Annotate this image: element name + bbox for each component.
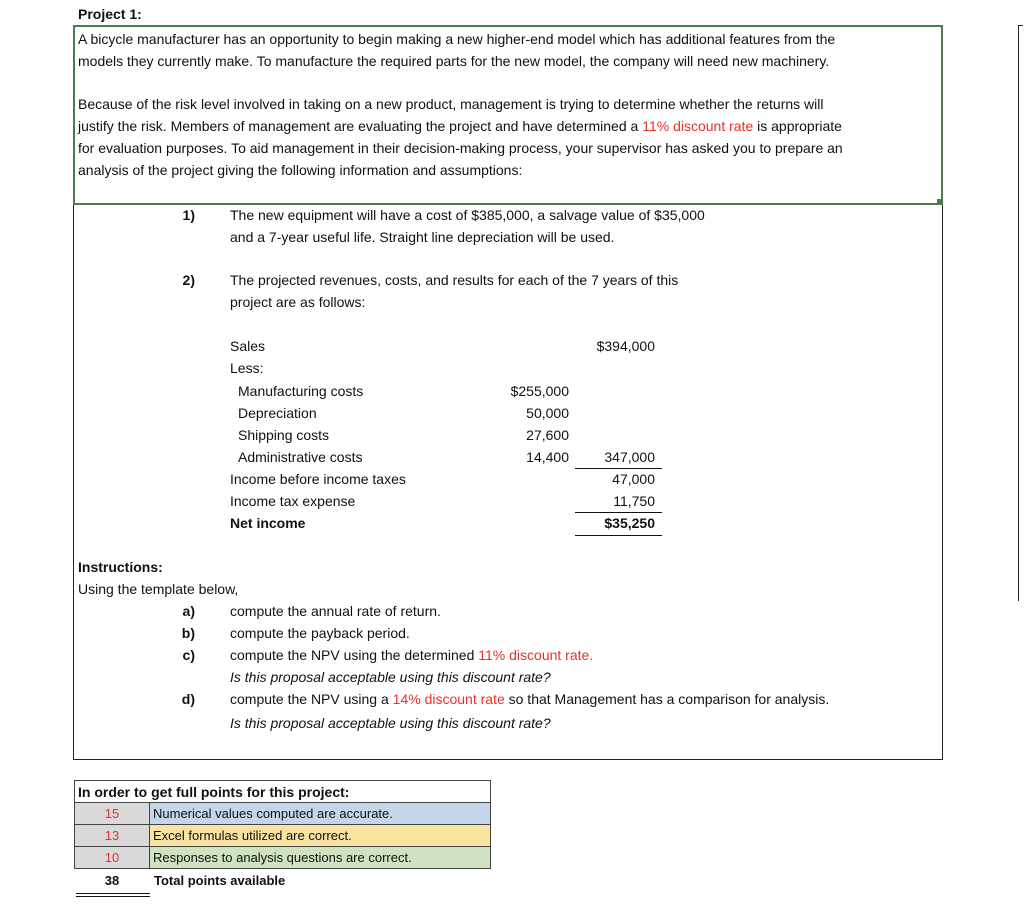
sales-value: $394,000 xyxy=(596,338,655,354)
points-criterion: Numerical values computed are accurate. xyxy=(150,803,491,825)
assumption-number: 1) xyxy=(182,207,195,223)
cost-label: Depreciation xyxy=(238,405,317,421)
points-criterion: Responses to analysis questions are correct. xyxy=(150,847,491,869)
ibt-value: 47,000 xyxy=(612,471,655,487)
cost-label: Shipping costs xyxy=(238,427,330,443)
intro-line: for evaluation purposes. To aid management in their decision-making process, your supervisor has asked you to prepare an xyxy=(78,140,843,156)
tax-label: Income tax expense xyxy=(230,493,356,509)
intro-text: is appropriate xyxy=(753,118,842,134)
sales-label: Sales xyxy=(230,338,266,354)
instruction-letter: d) xyxy=(181,691,195,707)
intro-line: A bicycle manufacturer has an opportunity to begin making a new higher-end model which has additional features from the xyxy=(78,31,836,47)
cost-value: $255,000 xyxy=(510,383,569,399)
points-value: 13 xyxy=(75,825,150,847)
instruction-question: Is this proposal acceptable using this discount rate? xyxy=(230,715,551,731)
resize-handle[interactable] xyxy=(937,199,943,205)
intro-line: analysis of the project giving the following information and assumptions: xyxy=(78,162,523,178)
discount-rate-highlight: 11% discount rate. xyxy=(478,647,594,663)
cost-label: Manufacturing costs xyxy=(238,383,364,399)
intro-line: models they currently make. To manufacture the required parts for the new model, the company will need new machinery. xyxy=(78,53,830,69)
instruction-text xyxy=(230,644,593,666)
instruction-text-part: compute the NPV using a xyxy=(230,691,393,707)
points-row xyxy=(75,825,491,847)
instruction-text-part: compute the NPV using the determined xyxy=(230,647,479,663)
points-total-label: Total points available xyxy=(154,873,286,888)
adjacent-cell-border xyxy=(1018,25,1023,601)
points-heading: In order to get full points for this project: xyxy=(75,781,491,803)
points-value: 10 xyxy=(75,847,150,869)
points-total: 38 xyxy=(104,873,120,888)
instructions-heading: Instructions: xyxy=(78,559,163,575)
cost-value: 14,400 xyxy=(526,449,569,465)
assumption-number: 2) xyxy=(182,272,195,288)
instructions-lead: Using the template below, xyxy=(78,581,239,597)
discount-rate-highlight: 11% discount rate xyxy=(642,118,754,134)
net-income-value: $35,250 xyxy=(604,515,655,531)
cost-label: Administrative costs xyxy=(238,449,363,465)
points-row xyxy=(75,803,491,825)
less-label: Less: xyxy=(230,360,264,376)
double-underline xyxy=(76,893,150,897)
points-value: 15 xyxy=(75,803,150,825)
instruction-text: compute the payback period. xyxy=(230,625,410,641)
intro-line: Because of the risk level involved in taking on a new product, management is trying to determine whether the returns will xyxy=(78,96,824,112)
instruction-question: Is this proposal acceptable using this discount rate? xyxy=(230,669,551,685)
net-income-label: Net income xyxy=(230,515,306,531)
assumption-text: The projected revenues, costs, and results for each of the 7 years of this xyxy=(230,272,679,288)
points-table xyxy=(74,780,491,869)
assumption-text: and a 7-year useful life. Straight line depreciation will be used. xyxy=(230,229,615,245)
cost-value: 50,000 xyxy=(526,405,569,421)
assumption-text: The new equipment will have a cost of $385,000, a salvage value of $35,000 xyxy=(230,207,705,223)
assumption-text: project are as follows: xyxy=(230,294,366,310)
cost-value: 27,600 xyxy=(526,427,569,443)
discount-rate-highlight: 14% discount rate xyxy=(392,691,505,707)
instruction-letter: b) xyxy=(181,625,195,641)
instruction-letter: c) xyxy=(182,647,195,663)
points-criterion: Excel formulas utilized are correct. xyxy=(150,825,491,847)
total-costs-value: 347,000 xyxy=(604,449,655,465)
tax-value: 11,750 xyxy=(613,493,655,509)
instruction-text-part: so that Management has a comparison for analysis. xyxy=(504,691,830,707)
intro-text: justify the risk. Members of management are evaluating the project and have determined a xyxy=(78,118,643,134)
instruction-text: compute the annual rate of return. xyxy=(230,603,441,619)
intro-line xyxy=(78,115,842,137)
instruction-letter: a) xyxy=(182,603,195,619)
instruction-text xyxy=(230,688,829,710)
ibt-label: Income before income taxes xyxy=(230,471,406,487)
underline xyxy=(575,535,662,536)
points-row xyxy=(75,847,491,869)
project-title: Project 1: xyxy=(78,6,142,22)
